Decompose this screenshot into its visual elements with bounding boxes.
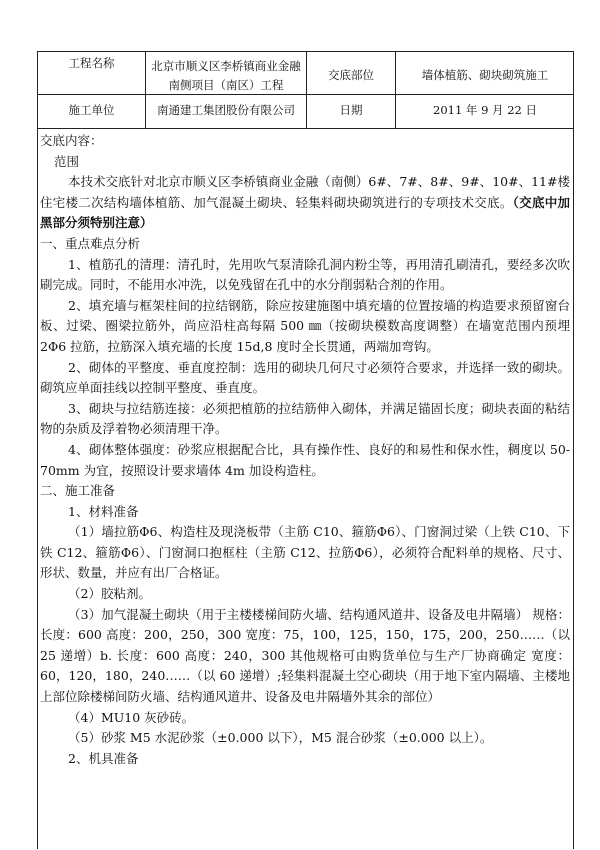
project-name-line: 北京市顺义区李桥镇商业金融 — [151, 59, 301, 73]
date-label: 日期 — [339, 103, 363, 117]
unit-value: 南通建工集团股份有限公司 — [157, 103, 295, 117]
material-item: （4）MU10 灰砂砖。 — [68, 709, 195, 725]
project-name-line: 南侧项目（南区）工程 — [168, 78, 284, 92]
analysis-item: 2、填充墙与框架柱间的拉结钢筋，除应按建施图中填充墙的位置按墙的构造要求预留窗台板、过梁、圈梁拉筋外，尚应沿柱高每隔 500 ㎜（按砌块模数高度调整）在墙宽范围内预埋 2Φ6 拉筋，拉筋深入填充墙的长度 15d,8 度时全长贯通，两端加弯钩。 — [40, 297, 570, 354]
table-divider — [37, 128, 574, 129]
material-item: （3）加气混凝土砌块（用于主楼楼梯间防火墙、结构通风道井、设备及电井隔墙） 规格：长度：600 高度：200，250，300 宽度：75，100，125，150，175，200，250……（以 25 递增）b. 长度：600 高度：240，300 其他规格可由购货单位与生产厂协商确定 宽度：60，120，180，240……（以 60 递增）;轻集料混凝土空心砌块（用于地下室内隔墙、主楼地上部位除楼梯间防火墙、结构通风道井、设备及电井隔墙外其余的部位） — [40, 606, 570, 705]
material-item: （2）胶粘剂。 — [68, 586, 151, 602]
scope-title: 范围 — [54, 153, 80, 169]
project-name-label: 工程名称 — [68, 56, 115, 70]
unit-label: 施工单位 — [68, 103, 115, 117]
material-item: （1）墙拉筋Φ6、构造柱及现浇板带（主筋 C10、箍筋Φ6）、门窗洞过梁（上铁 C10、下铁 C12、箍筋Φ6）、门窗洞口抱框柱（主筋 C12、拉筋Φ6），必须符合配料单的规格、尺寸、形状、数量，并应有出厂合格证。 — [40, 524, 570, 581]
section-heading: 二、施工准备 — [40, 483, 116, 499]
scope-bold-note: （交底中加黑部分须特别注意） — [40, 194, 570, 231]
dept-label: 交底部位 — [328, 68, 374, 82]
subsection-heading: 1、材料准备 — [68, 503, 139, 519]
date-value: 2011 年 9 月 22 日 — [433, 103, 537, 117]
material-item: （5）砂浆 M5 水泥砂浆（±0.000 以下），M5 混合砂浆（±0.000 以上）。 — [68, 730, 493, 746]
scope-paragraph — [40, 172, 570, 234]
content-title: 交底内容： — [40, 133, 103, 148]
analysis-item: 4、砌体整体强度：砂浆应根据配合比，具有操作性、良好的和易性和保水性，稠度以 50-70mm 为宜，按照设计要求墙体 4m 加设构造柱。 — [40, 441, 570, 478]
subsection-heading: 2、机具准备 — [68, 750, 139, 766]
analysis-item: 2、砌体的平整度、垂直度控制：选用的砌块几何尺寸必须符合要求，并选择一致的砌块。砌筑应单面挂线以控制平整度、垂直度。 — [40, 359, 570, 396]
content-body — [40, 131, 570, 769]
scope-text: 本技术交底针对北京市顺义区李桥镇商业金融（南侧）6#、7#、8#、9#、10#、11#楼住宅楼二次结构墙体植筋、加气混凝土砌块、轻集料砌块砌筑进行的专项技术交底。 — [40, 174, 570, 210]
project-name-value — [146, 57, 306, 95]
analysis-item: 1、植筋孔的清理：清孔时，先用吹气泵清除孔洞内粉尘等，再用清孔刷清孔，要经多次吹刷完成。同时，不能用水冲洗，以免残留在孔中的水分削弱粘合剂的作用。 — [40, 256, 570, 293]
analysis-item: 3、砌块与拉结筋连接：必须把植筋的拉结筋伸入砌体，并满足锚固长度；砌块表面的粘结物的杂质及浮着物必须清理干净。 — [40, 400, 570, 437]
dept-value: 墙体植筋、砌块砌筑施工 — [421, 68, 549, 82]
section-heading: 一、重点难点分析 — [40, 235, 141, 251]
